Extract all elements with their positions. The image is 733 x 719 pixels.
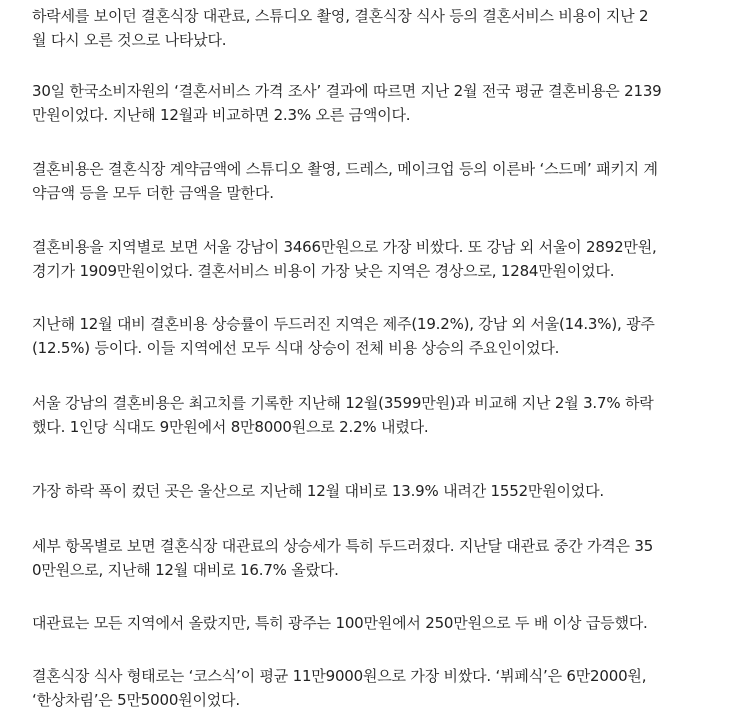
article-paragraph-6 [32, 391, 704, 439]
text-line: 하락세를 보이던 결혼식장 대관료, 스튜디오 촬영, 결혼식장 식사 등의 결혼서비스 비용이 지난 2 [32, 7, 649, 25]
text-line: 월 다시 오른 것으로 나타났다. [32, 31, 227, 49]
text-line: 세부 항목별로 보면 결혼식장 대관료의 상승세가 특히 두드러졌다. 지난달 대관료 중간 가격은 35 [32, 537, 654, 555]
article-paragraph-3 [32, 157, 704, 205]
text-line: (12.5%) 등이다. 이들 지역에선 모두 식대 상승이 전체 비용 상승의 주요인이었다. [32, 339, 560, 357]
article-paragraph-9 [32, 611, 704, 635]
text-line: ‘한상차림’은 5만5000원이었다. [32, 691, 240, 709]
article-paragraph-4 [32, 235, 704, 283]
text-line: 대관료는 모든 지역에서 올랐지만, 특히 광주는 100만원에서 250만원으로 두 배 이상 급등했다. [32, 614, 648, 632]
text-line: 결혼식장 식사 형태로는 ‘코스식’이 평균 11만9000원으로 가장 비쌌다. ‘뷔페식’은 6만2000원, [32, 667, 647, 685]
text-line: 약금액 등을 모두 더한 금액을 말한다. [32, 184, 274, 202]
article-paragraph-5 [32, 312, 704, 360]
article-paragraph-10 [32, 664, 704, 712]
text-line: 가장 하락 폭이 컸던 곳은 울산으로 지난해 12월 대비로 13.9% 내려간 1552만원이었다. [32, 482, 604, 500]
article-paragraph-2 [32, 79, 704, 127]
article-paragraph-7 [32, 479, 704, 503]
text-line: 만원이었다. 지난해 12월과 비교하면 2.3% 오른 금액이다. [32, 106, 411, 124]
text-line: 결혼비용을 지역별로 보면 서울 강남이 3466만원으로 가장 비쌌다. 또 강남 외 서울이 2892만원, [32, 238, 657, 256]
text-line: 결혼비용은 결혼식장 계약금액에 스튜디오 촬영, 드레스, 메이크업 등의 이른바 ‘스드메’ 패키지 계 [32, 160, 658, 178]
text-line: 서울 강남의 결혼비용은 최고치를 기록한 지난해 12월(3599만원)과 비교해 지난 2월 3.7% 하락 [32, 394, 654, 412]
article-paragraph-1 [32, 4, 704, 52]
text-line: 했다. 1인당 식대도 9만원에서 8만8000원으로 2.2% 내렸다. [32, 418, 429, 436]
article-paragraph-8 [32, 534, 704, 582]
text-line: 0만원으로, 지난해 12월 대비로 16.7% 올랐다. [32, 561, 339, 579]
text-line: 30일 한국소비자원의 ‘결혼서비스 가격 조사’ 결과에 따르면 지난 2월 전국 평균 결혼비용은 2139 [32, 82, 662, 100]
text-line: 경기가 1909만원이었다. 결혼서비스 비용이 가장 낮은 지역은 경상으로, 1284만원이었다. [32, 262, 615, 280]
text-line: 지난해 12월 대비 결혼비용 상승률이 두드러진 지역은 제주(19.2%), 강남 외 서울(14.3%), 광주 [32, 315, 655, 333]
